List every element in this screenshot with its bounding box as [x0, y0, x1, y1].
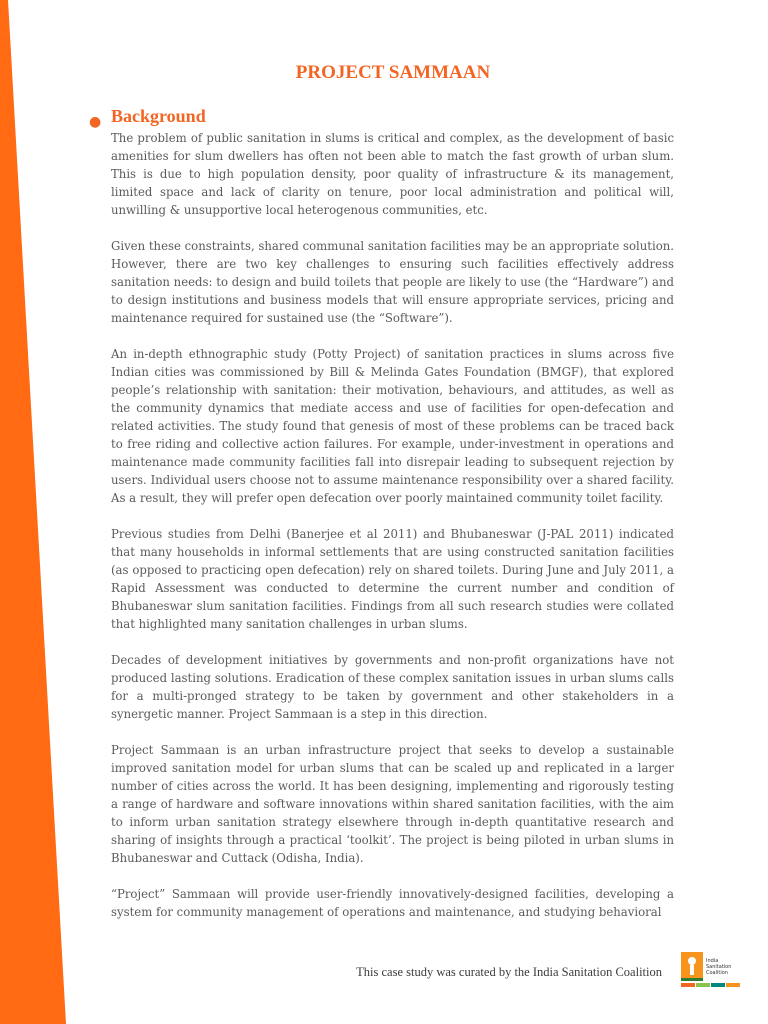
svg-text:Sanitation: Sanitation: [706, 964, 732, 970]
svg-text:Coalition: Coalition: [706, 970, 728, 976]
paragraph: The problem of public sanitation in slums is critical and complex, as the development of basic amenities for slum dwellers has often not been able to match the fast growth of urban slum. This is due to high population density, poor quality of infrastructure & its management, limited space and lack of clarity on tenure, poor local administration and political will, unwilling & unsupportive local heterogenous communities, etc.: [111, 131, 674, 217]
section-heading: Background: [111, 106, 206, 126]
body-text: [111, 129, 674, 939]
paragraph: “Project” Sammaan will provide user-friendly innovatively-designed facilities, developing a system for community management of operations and maintenance, and studying behavioral: [111, 887, 674, 919]
paragraph: Project Sammaan is an urban infrastructure project that seeks to develop a sustainable improved sanitation model for urban slums that can be scaled up and replicated in a larger number of cities across the world. It has been designing, implementing and rigorously testing a range of hardware and software innovations within shared sanitation facilities, with the aim to inform urban sanitation strategy elsewhere through in-depth quantitative research and sharing of insights through a practical ‘toolkit’. The project is being piloted in urban slums in Bhubaneswar and Cuttack (Odisha, India).: [111, 743, 674, 865]
paragraph: An in-depth ethnographic study (Potty Project) of sanitation practices in slums across five Indian cities was commissioned by Bill & Melinda Gates Foundation (BMGF), that explored people’s relationship with sanitation: their motivation, behaviours, and attitudes, as well as the community dynamics that mediate access and use of facilities for open-defecation and related activities. The study found that genesis of most of these problems can be traced back to free riding and collective action failures. For example, under-investment in operations and maintenance made community facilities fall into disrepair leading to subsequent rejection by users. Individual users choose not to assume maintenance responsibility over a shared facility. As a result, they will prefer open defecation over poorly maintained community toilet facility.: [111, 347, 674, 505]
india-sanitation-coalition-logo: [679, 950, 741, 990]
paragraph: Given these constraints, shared communal sanitation facilities may be an appropriate solution. However, there are two key challenges to ensuring such facilities effectively address sanitation needs: to design and build toilets that people are likely to use (the “Hardware”) and to design institutions and business models that will ensure appropriate services, pricing and maintenance required for sustained use (the “Software”).: [111, 239, 674, 325]
footer-credit: This case study was curated by the India Sanitation Coalition: [356, 965, 662, 979]
paragraph: Previous studies from Delhi (Banerjee et al 2011) and Bhubaneswar (J-PAL 2011) indicated that many households in informal settlements that are using constructed sanitation facilities (as opposed to practicing open defecation) rely on shared toilets. During June and July 2011, a Rapid Assessment was conducted to determine the current number and condition of Bhubaneswar slum sanitation facilities. Findings from all such research studies were collated that highlighted many sanitation challenges in urban slums.: [111, 527, 674, 631]
paragraph: Decades of development initiatives by governments and non-profit organizations have not produced lasting solutions. Eradication of these complex sanitation issues in urban slums calls for a multi-pronged strategy to be taken by government and other stakeholders in a synergetic manner. Project Sammaan is a step in this direction.: [111, 653, 674, 721]
svg-text:India: India: [706, 958, 719, 964]
bullet-icon: ●: [89, 114, 102, 130]
orange-side-band: [0, 0, 68, 1024]
page-title: PROJECT SAMMAAN: [295, 62, 491, 83]
